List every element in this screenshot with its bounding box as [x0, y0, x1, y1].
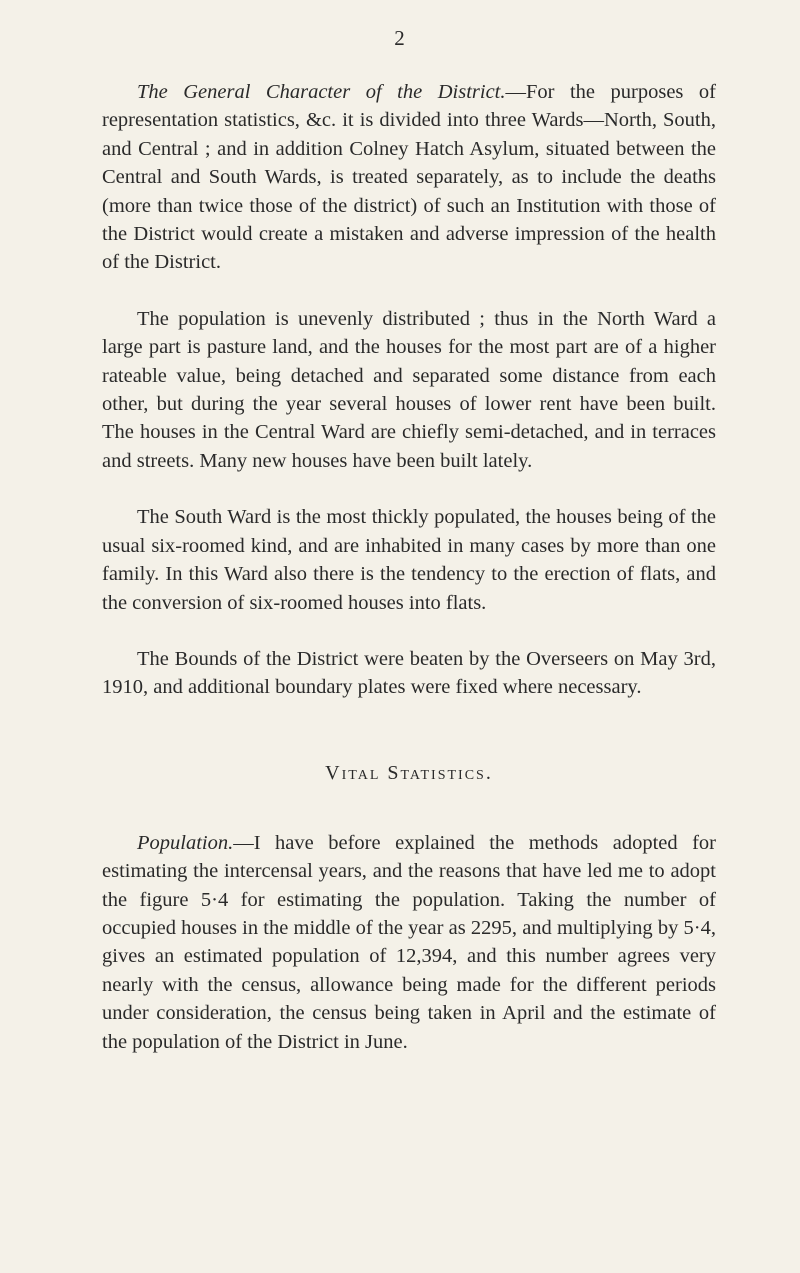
paragraph-heading-population: Population. — [137, 831, 234, 854]
paragraph-south-ward — [102, 503, 716, 617]
paragraph-body: The South Ward is the most thickly populated, the houses being of the usual six-roomed kind, and are inhabited in many cases by more than one family. In this Ward also there is the tendency to the erection of flats, and the conversion of six-roomed houses into flats. — [102, 506, 716, 614]
paragraph-bounds — [102, 645, 716, 702]
paragraph-body: —I have before explained the methods adopted for estimating the intercensal years, and the reasons that have led me to adopt the figure 5·4 for estimating the population. Taking the number of occupied houses in the middle of the year as 2295, and multiplying by 5·4, gives an estimated population of 12,394, and this number agrees very nearly with the census, allowance being made for the different periods under consideration, the census being taken in April and the estimate of the population of the District in June. — [102, 831, 716, 1053]
paragraph-body: —For the purposes of representation statistics, &c. it is divided into three Wards—North, South, and Central ; and in addition Colney Hatch Asylum, situated between the Central and South Wards, is treated separately, as to include the deaths (more than twice those of the district) of such an Institution with those of the District would create a mistaken and adverse impression of the health of the District. — [102, 81, 716, 274]
paragraph-heading-general-character: The General Character of the District. — [137, 81, 506, 103]
section-heading-vital-statistics: Vital Statistics. — [325, 761, 493, 784]
paragraph-population-distribution — [102, 305, 716, 475]
paragraph-body: The Bounds of the District were beaten by the Overseers on May 3rd, 1910, and additional boundary plates were fixed where necessary. — [102, 647, 716, 699]
text-column — [102, 78, 716, 1056]
paragraph-body: The population is unevenly distributed ; thus in the North Ward a large part is pasture land, and the houses for the most part are of a higher rateable value, being detached and separated some distance from each other, but during the year several houses of lower rent have been built. The houses in the Central Ward are chiefly semi-detached, and in terraces and streets. Many new houses have been built lately. — [102, 307, 716, 472]
paragraph-general-character — [102, 78, 716, 277]
page-number: 2 — [394, 26, 406, 50]
paragraph-population — [102, 829, 716, 1056]
